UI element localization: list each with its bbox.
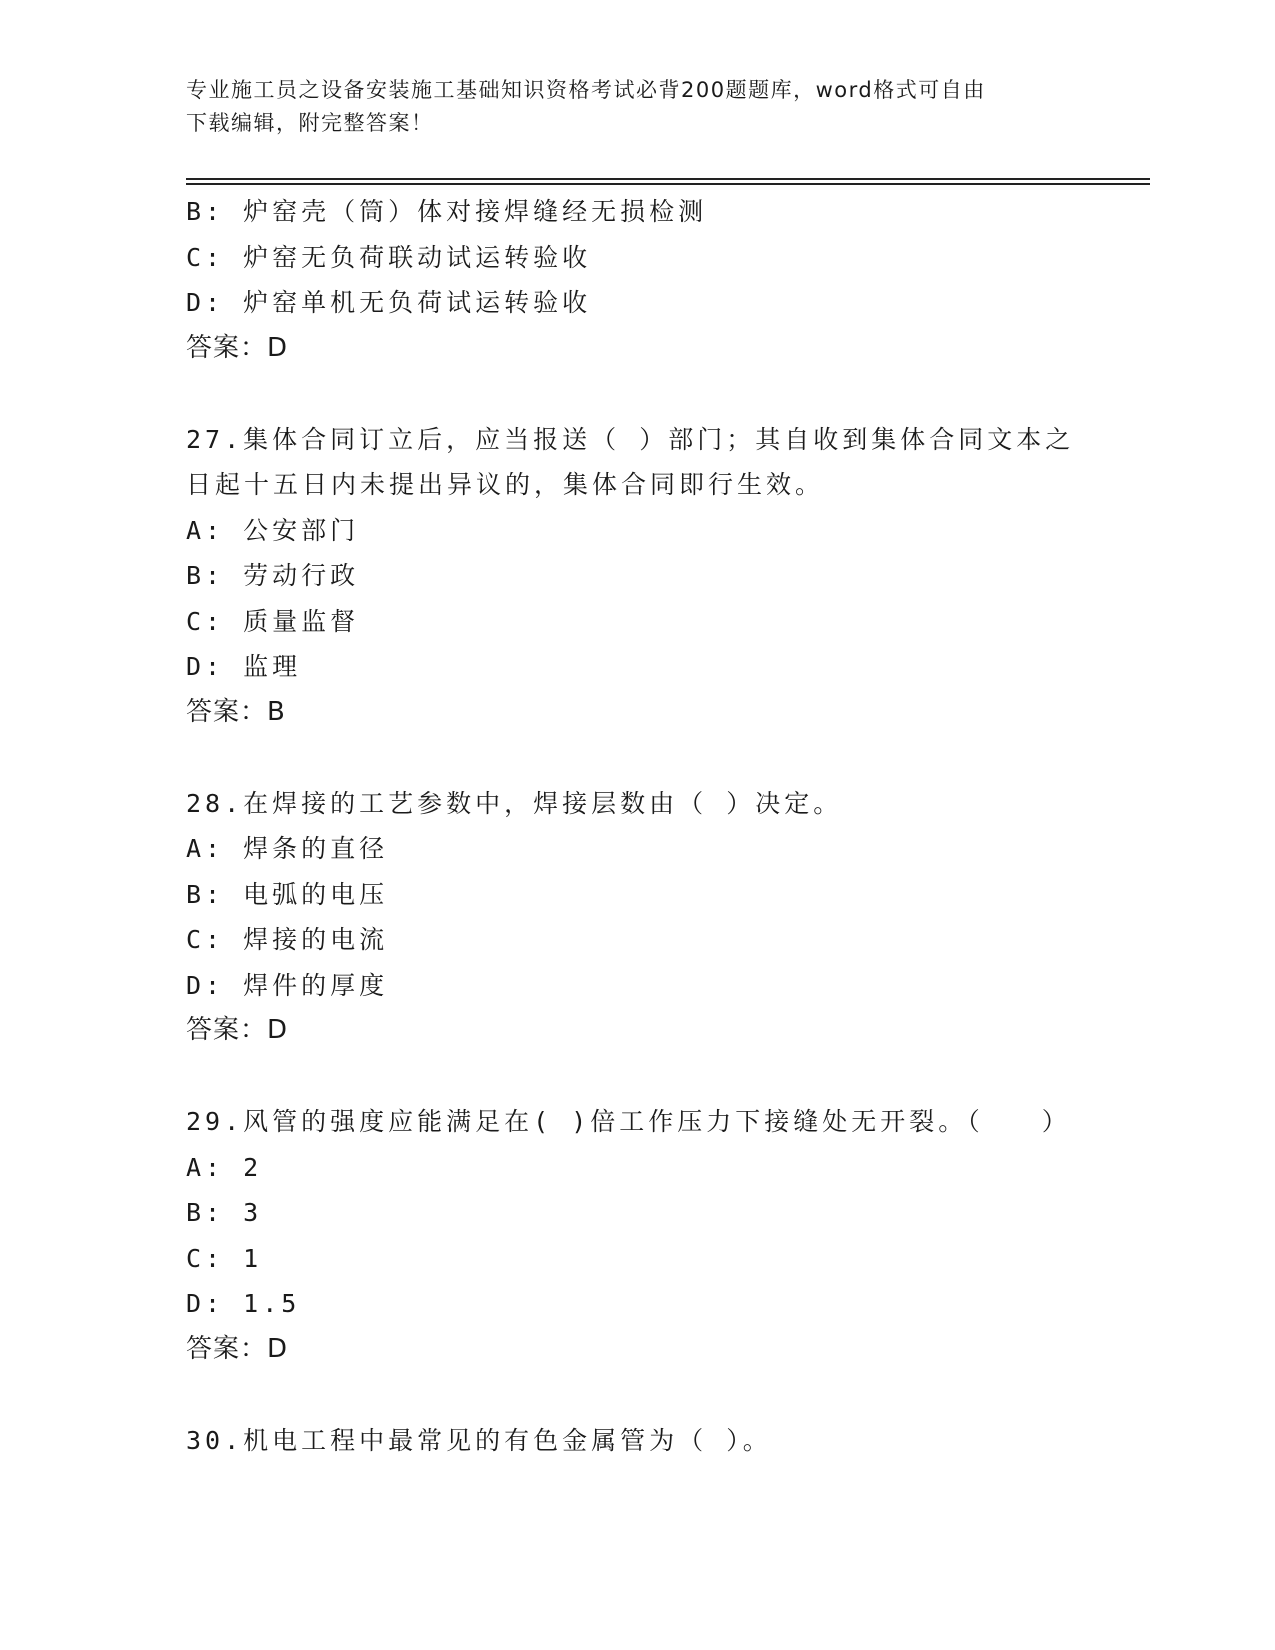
question-stem: 27.集体合同订立后，应当报送（ ）部门；其自收到集体合同文本之 bbox=[186, 424, 1075, 454]
option-b: B: 3 bbox=[186, 1198, 263, 1227]
spacer bbox=[186, 1372, 1086, 1418]
header-line-1: 专业施工员之设备安装施工基础知识资格考试必背200题题库，word格式可自由 bbox=[186, 78, 986, 102]
question-stem-continued: 日起十五日内未提出异议的，集体合同即行生效。 bbox=[186, 470, 825, 499]
question-29 bbox=[186, 1099, 1086, 1372]
option-b: B: 炉窑壳（筒）体对接焊缝经无损检测 bbox=[186, 197, 708, 226]
option-b: B: 电弧的电压 bbox=[186, 879, 389, 909]
option-a: A: 公安部门 bbox=[186, 515, 360, 545]
document-header bbox=[186, 74, 1086, 140]
header-line-2: 下载编辑，附完整答案！ bbox=[186, 111, 434, 135]
question-26-tail bbox=[186, 189, 1086, 371]
question-stem: 30.机电工程中最常见的有色金属管为（ ）。 bbox=[186, 1425, 772, 1455]
header-divider-bottom bbox=[186, 183, 1150, 185]
answer: 答案：D bbox=[186, 332, 289, 363]
option-c: C: 质量监督 bbox=[186, 606, 360, 636]
option-a: A: 2 bbox=[186, 1152, 263, 1182]
spacer bbox=[186, 371, 1086, 417]
option-d: D: 焊件的厚度 bbox=[186, 970, 389, 1000]
option-d: D: 1.5 bbox=[186, 1289, 301, 1318]
question-stem: 29.风管的强度应能满足在( )倍工作压力下接缝处无开裂。（ ） bbox=[186, 1107, 1071, 1136]
answer: 答案：D bbox=[186, 1015, 289, 1045]
option-c: C: 炉窑无负荷联动试运转验收 bbox=[186, 242, 592, 272]
option-d: D: 监理 bbox=[186, 652, 302, 681]
answer: 答案：B bbox=[186, 696, 286, 727]
option-c: C: 焊接的电流 bbox=[186, 925, 389, 954]
option-d: D: 炉窑单机无负荷试运转验收 bbox=[186, 288, 592, 317]
answer: 答案：D bbox=[186, 1333, 289, 1364]
spacer bbox=[186, 735, 1086, 781]
spacer bbox=[186, 1054, 1086, 1100]
question-30 bbox=[186, 1418, 1086, 1464]
question-stem: 28.在焊接的工艺参数中，焊接层数由（ ）决定。 bbox=[186, 788, 843, 818]
option-a: A: 焊条的直径 bbox=[186, 834, 389, 863]
question-27 bbox=[186, 417, 1086, 736]
question-28 bbox=[186, 781, 1086, 1054]
option-b: B: 劳动行政 bbox=[186, 561, 360, 590]
question-list bbox=[186, 189, 1086, 1463]
header-divider-top bbox=[186, 178, 1150, 180]
option-c: C: 1 bbox=[186, 1243, 263, 1273]
